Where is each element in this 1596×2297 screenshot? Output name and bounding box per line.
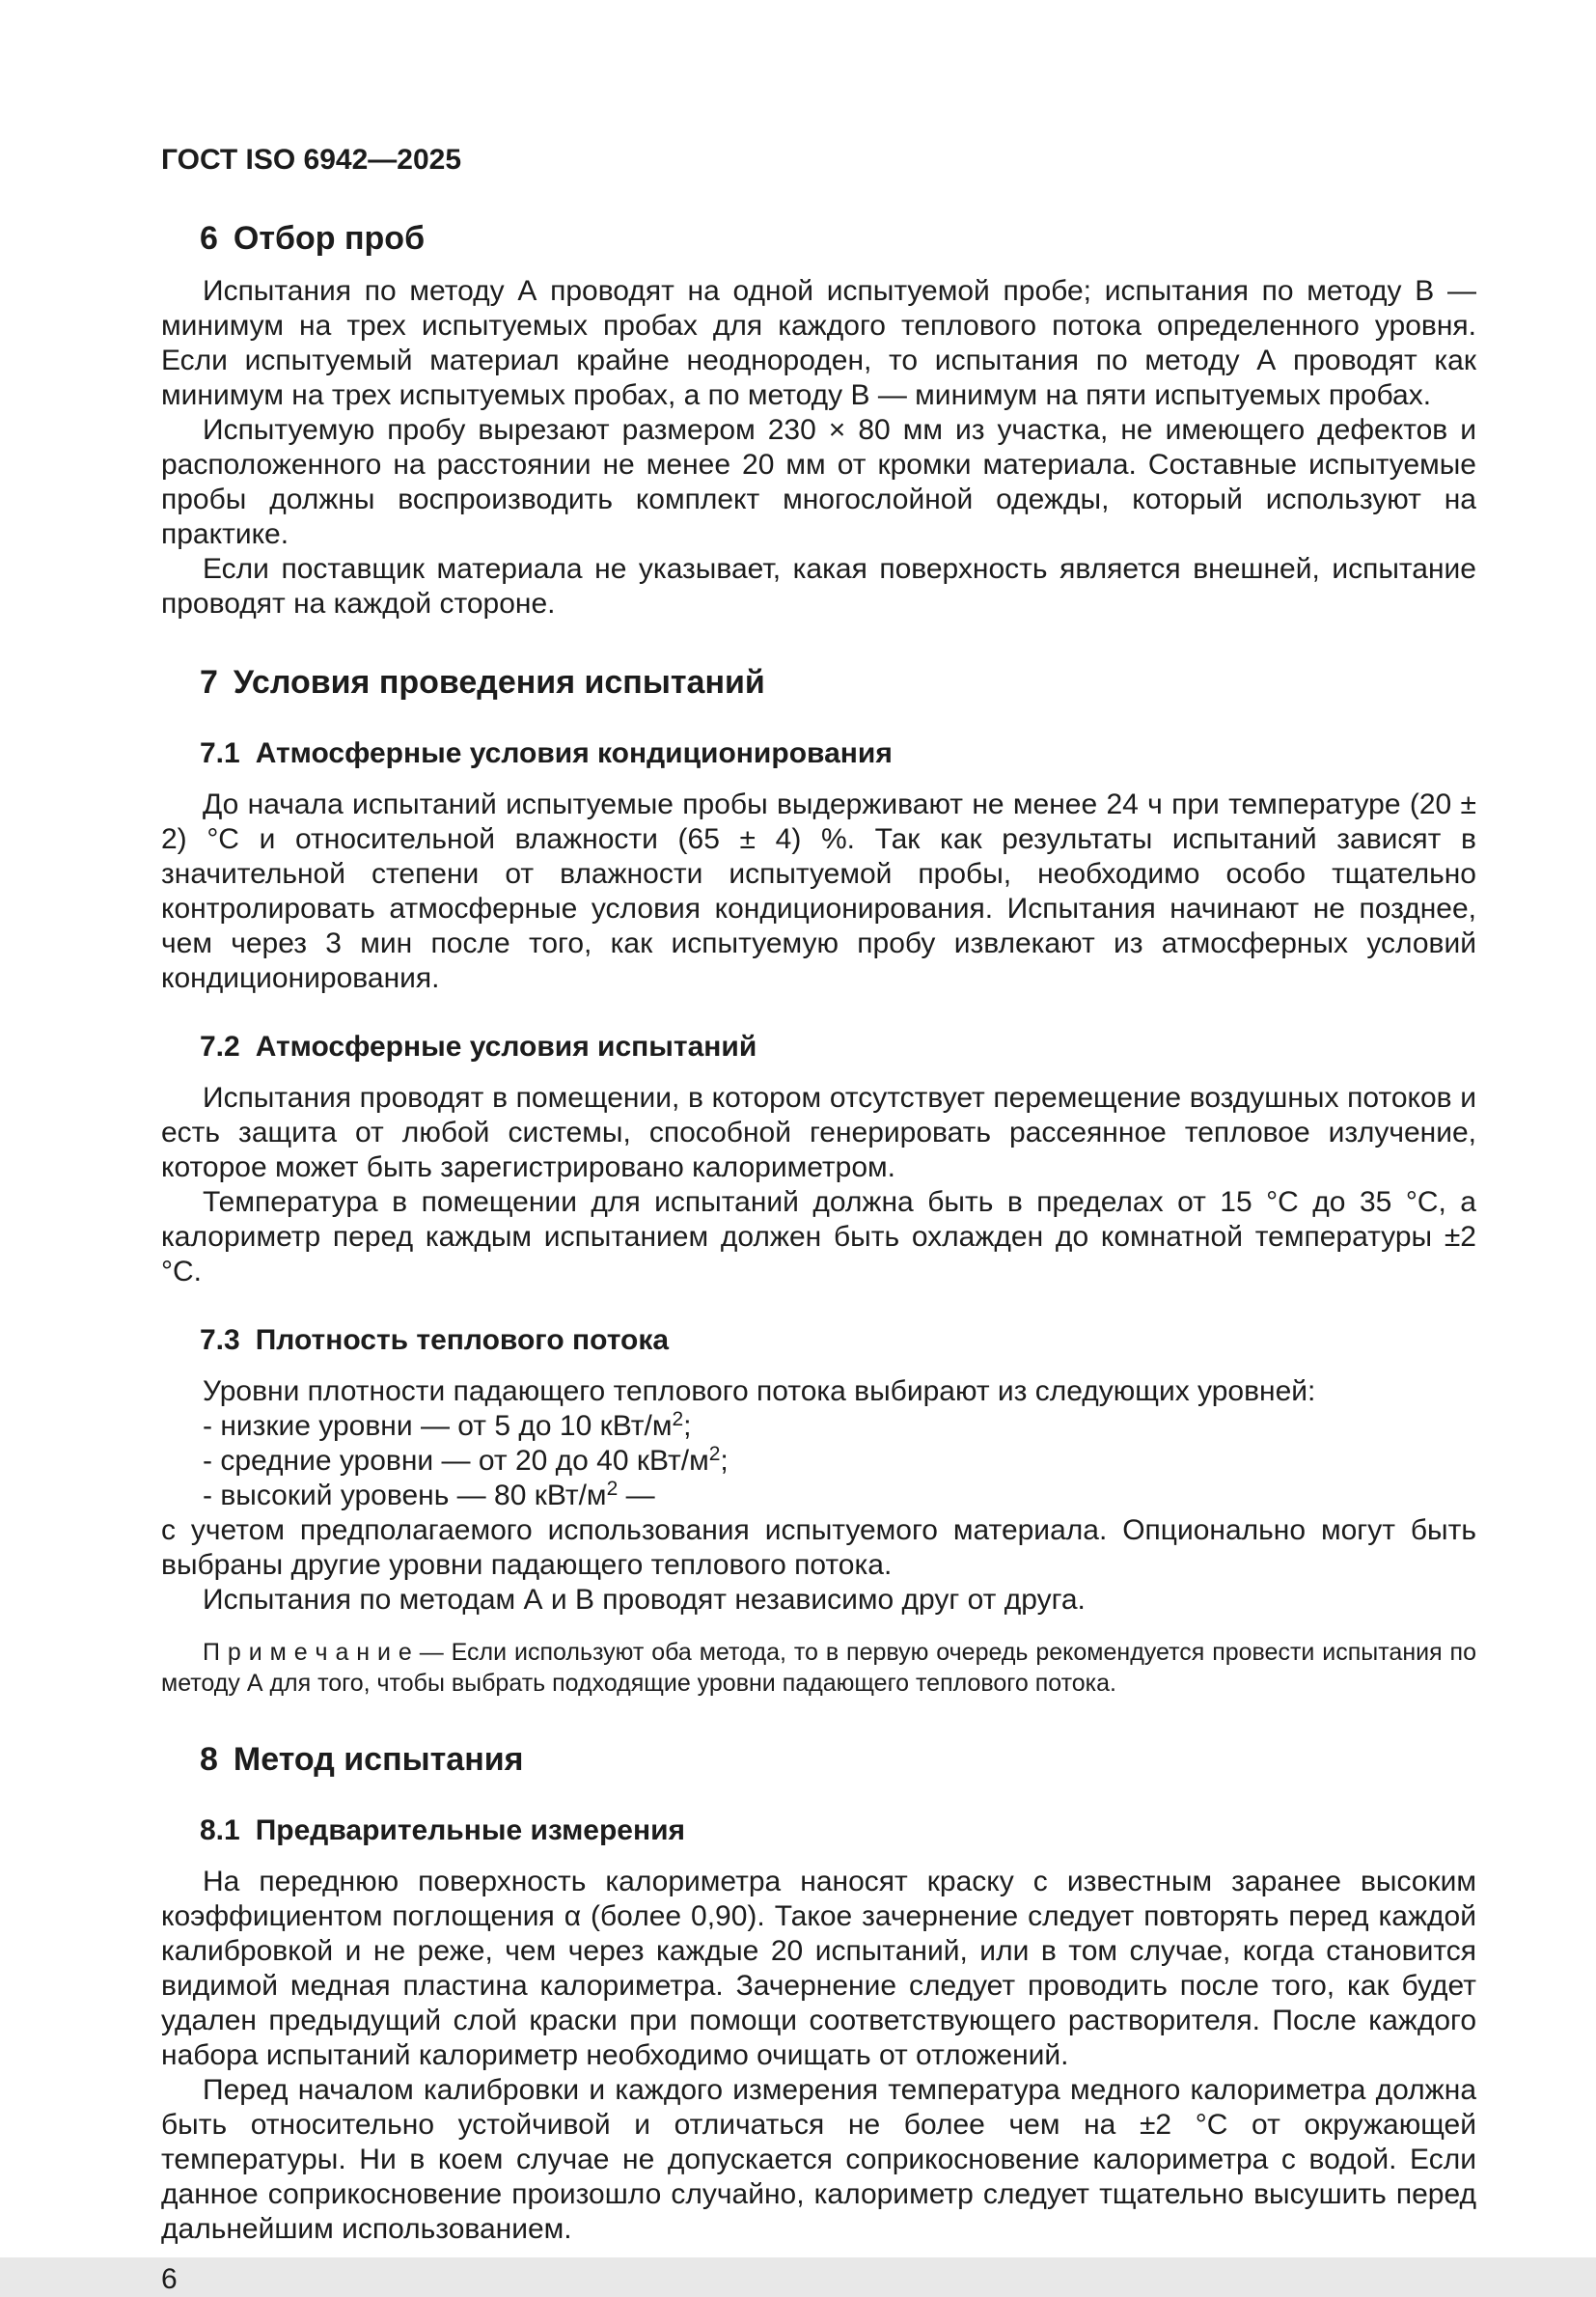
page-number: 6: [161, 2263, 178, 2295]
paragraph: Температура в помещении для испытаний должна быть в пределах от 15 °С до 35 °С, а калориметр перед каждым испытанием должен быть охлажден до комнатной температуры ±2 °С.: [161, 1186, 1476, 1287]
section-title: Отбор проб: [233, 220, 426, 257]
list-item: [161, 1444, 1476, 1479]
list-item: [161, 1409, 1476, 1444]
subsection-7-3-heading: [200, 1322, 1476, 1359]
note-label: П р и м е ч а н и е: [203, 1639, 412, 1666]
superscript: 2: [606, 1478, 619, 1500]
paragraph: Испытания по методам А и В проводят независимо друг от друга.: [203, 1584, 1086, 1616]
note-paragraph: [161, 1637, 1476, 1699]
subsection-title: Атмосферные условия кондиционирования: [255, 737, 893, 769]
list-item-text: - средние уровни — от 20 до 40 кВт/м: [203, 1445, 709, 1477]
section-title: Условия проведения испытаний: [233, 664, 765, 701]
subsection-title: Предварительные измерения: [255, 1814, 686, 1846]
subsection-7-2-heading: [200, 1029, 1476, 1065]
section-number: 8: [200, 1741, 218, 1778]
subsection-number: 7.3: [200, 1324, 240, 1356]
heat-flux-levels-list: [161, 1409, 1476, 1513]
list-item-text: ;: [720, 1445, 729, 1477]
subsection-8-1-heading: [200, 1813, 1476, 1849]
subsection-title: Плотность теплового потока: [255, 1324, 670, 1356]
note-text: — Если используют оба метода, то в первую очередь рекомендуется провести испытания по методу А для того, чтобы выбрать подходящие уровни падающего теплового потока.: [161, 1639, 1476, 1697]
section-7-heading: [200, 662, 1476, 703]
document-header: ГОСТ ISO 6942—2025: [161, 144, 462, 176]
paragraph: с учетом предполагаемого использования испытуемого материала. Опционально могут быть выбраны другие уровни падающего теплового потока.: [161, 1514, 1476, 1581]
paragraph: Испытания по методу А проводят на одной испытуемой пробе; испытания по методу В — минимум на трех испытуемых пробах для каждого теплового потока определенного уровня. Если испытуемый материал крайне неоднороден, то испытания по методу А проводят как минимум на трех испытуемых пробах, а по методу В — минимум на пяти испытуемых пробах.: [161, 275, 1476, 411]
list-item-text: - низкие уровни — от 5 до 10 кВт/м: [203, 1410, 673, 1442]
subsection-number: 7.2: [200, 1031, 240, 1063]
section-6-heading: [200, 218, 1476, 259]
subsection-7-1-heading: [200, 735, 1476, 772]
paragraph: Перед началом калибровки и каждого измерения температура медного калориметра должна быть относительно устойчивой и отличаться не более чем на ±2 °С от окружающей температуры. Ни в коем случае не допускается соприкосновение калориметра с водой. Если данное соприкосновение произошло случайно, калориметр следует тщательно высушить перед дальнейшим использованием.: [161, 2074, 1476, 2245]
superscript: 2: [708, 1443, 721, 1465]
paragraph: Если поставщик материала не указывает, какая поверхность является внешней, испытание проводят на каждой стороне.: [161, 553, 1476, 620]
section-title: Метод испытания: [233, 1741, 524, 1778]
subsection-title: Атмосферные условия испытаний: [255, 1031, 757, 1063]
list-item-text: - высокий уровень — 80 кВт/м: [203, 1480, 607, 1511]
subsection-number: 8.1: [200, 1814, 240, 1846]
subsection-number: 7.1: [200, 737, 240, 769]
paragraph: На переднюю поверхность калориметра наносят краску с известным заранее высоким коэффициентом поглощения α (более 0,90). Такое зачернение следует повторять перед каждой калибровкой и не реже, чем через каждые 20 испытаний, или в том случае, когда становится видимой медная пластина калориметра. Зачернение следует проводить после того, как будет удален предыдущий слой краски при помощи соответствующего растворителя. После каждого набора испытаний калориметр необходимо очищать от отложений.: [161, 1866, 1476, 2071]
paragraph: Уровни плотности падающего теплового потока выбирают из следующих уровней:: [203, 1375, 1316, 1407]
section-8-heading: [200, 1739, 1476, 1780]
superscript: 2: [672, 1408, 684, 1430]
paragraph: Испытания проводят в помещении, в котором отсутствует перемещение воздушных потоков и есть защита от любой системы, способной генерировать рассеянное тепловое излучение, которое может быть зарегистрировано калориметром.: [161, 1082, 1476, 1183]
paragraph: Испытуемую пробу вырезают размером 230 × 80 мм из участка, не имеющего дефектов и расположенного на расстоянии не менее 20 мм от кромки материала. Составные испытуемые пробы должны воспроизводить комплект многослойной одежды, который используют на практике.: [161, 414, 1476, 550]
list-item-text: ;: [683, 1410, 692, 1442]
section-number: 6: [200, 220, 218, 257]
paragraph: До начала испытаний испытуемые пробы выдерживают не менее 24 ч при температуре (20 ± 2) °С и относительной влажности (65 ± 4) %. Так как результаты испытаний зависят в значительной степени от влажности испытуемой пробы, необходимо особо тщательно контролировать атмосферные условия кондиционирования. Испытания начинают не позднее, чем через 3 мин после того, как испытуемую пробу извлекают из атмосферных условий кондиционирования.: [161, 789, 1476, 994]
list-item-text: —: [618, 1480, 655, 1511]
list-item: [161, 1479, 1476, 1513]
section-number: 7: [200, 664, 218, 701]
